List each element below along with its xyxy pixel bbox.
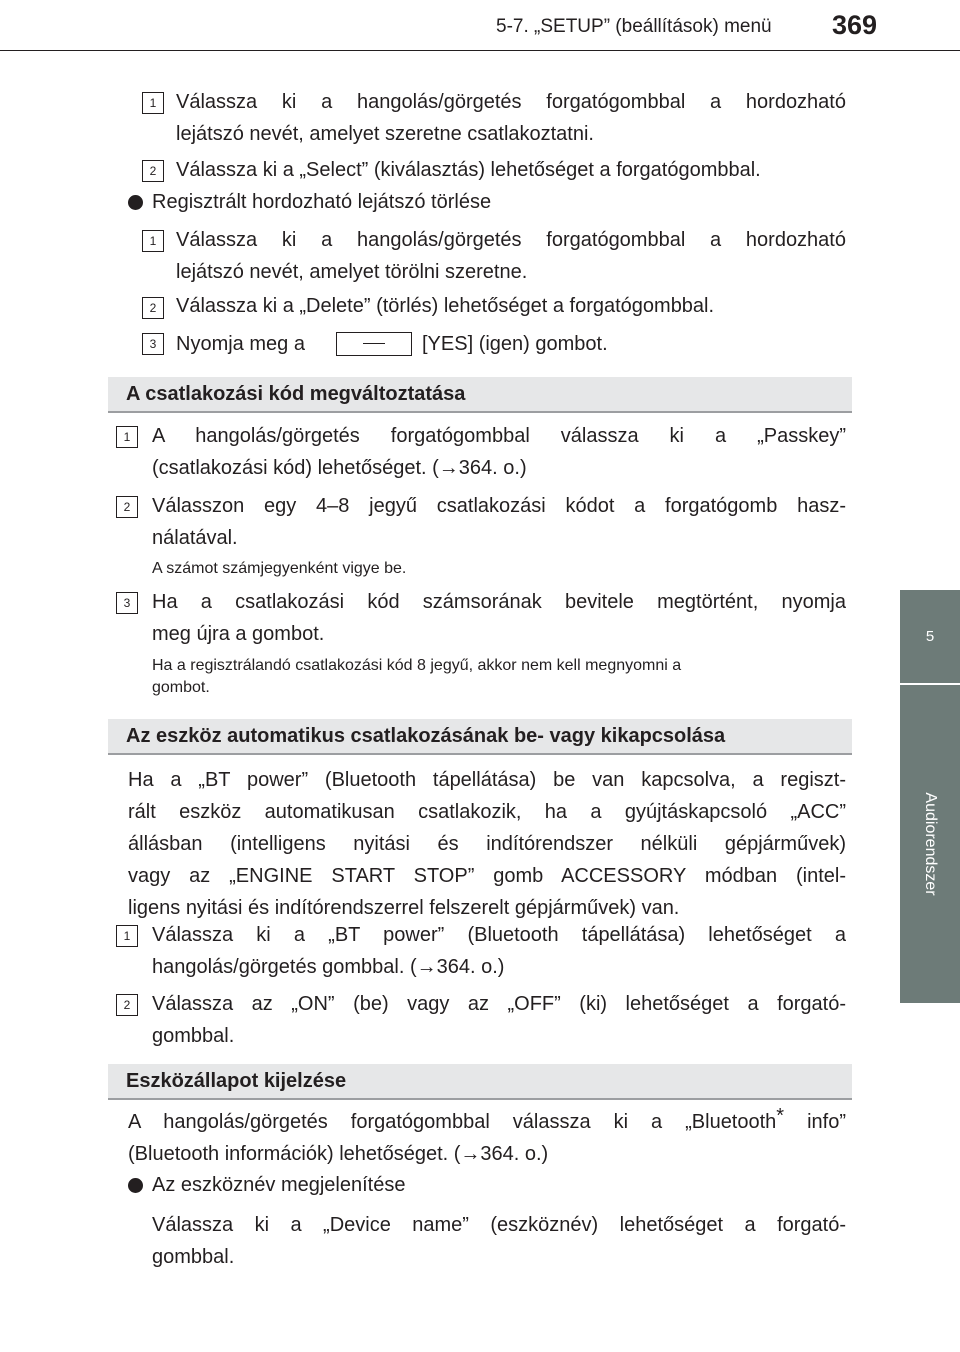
step-text: Válassza az „ON” (be) vagy az „OFF” (ki) lehetőséget a forgató- gombbal. bbox=[152, 993, 846, 1047]
note-text: Ha a regisztrálandó csatlakozási kód 8 jegyű, akkor nem kell megnyomni a gombot. bbox=[152, 657, 682, 696]
bullet-icon bbox=[128, 1178, 143, 1193]
section-heading-text: Eszközállapot kijelzése bbox=[126, 1070, 347, 1092]
step-text: Válassza ki a „BT power” (Bluetooth tápellátása) lehetőséget a hangolás/görgetés gombbal. (→364. o.) bbox=[152, 924, 846, 978]
step-badge: 1 bbox=[142, 230, 164, 252]
step-badge: 2 bbox=[116, 994, 138, 1016]
step-badge: 1 bbox=[116, 925, 138, 947]
header-rule bbox=[0, 50, 960, 51]
step-badge: 3 bbox=[142, 333, 164, 355]
chapter-tab-label: Audiorendszer bbox=[922, 792, 939, 896]
bullet-text: Válassza ki a „Device name” (eszköznév) lehetőséget a forgató- gombbal. bbox=[152, 1214, 846, 1268]
chapter-tab bbox=[900, 685, 960, 1003]
page-number: 369 bbox=[832, 10, 878, 40]
step-badge: 2 bbox=[142, 160, 164, 182]
step-text: Válassza ki a hangolás/görgetés forgatógombbal a hordozható lejátszó nevét, amelyet szeretne csatlakoztatni. bbox=[176, 91, 846, 145]
step-badge: 1 bbox=[116, 426, 138, 448]
section-title: 5-7. „SETUP” (beállítások) menü bbox=[496, 16, 772, 37]
step-badge: 2 bbox=[116, 496, 138, 518]
step-text: A hangolás/görgetés forgatógombbal válassza ki a „Passkey” (csatlakozási kód) lehetőséget. (→364. o.) bbox=[152, 425, 846, 479]
step-badge: 2 bbox=[142, 297, 164, 319]
section-heading bbox=[108, 377, 852, 413]
step-badge: 3 bbox=[116, 592, 138, 614]
key-symbol bbox=[336, 332, 412, 356]
paragraph: A hangolás/görgetés forgatógombbal válassza ki a „Bluetooth* info” (Bluetooth információk) lehetőséget. (→364. o.) bbox=[128, 1105, 846, 1165]
note-text: A számot számjegyenként vigye be. bbox=[152, 560, 407, 577]
section-heading-text: A csatlakozási kód megváltoztatása bbox=[126, 383, 466, 405]
step-text: Ha a csatlakozási kód számsorának bevitele megtörtént, nyomja meg újra a gombot. bbox=[152, 591, 846, 645]
section-heading bbox=[108, 719, 852, 755]
step-text: Nyomja meg a bbox=[176, 333, 305, 355]
section-heading-text: Az eszköz automatikus csatlakozásának be- vagy kikapcsolása bbox=[126, 725, 726, 747]
bullet-icon bbox=[128, 195, 143, 210]
paragraph: Ha a „BT power” (Bluetooth tápellátása) be van kapcsolva, a regiszt- rált eszköz automatikusan csatlakozik, ha a gyújtáskapcsoló „ACC” állásban (intelligens nyitási és indítórendszer nélküli gépjárművek) vagy az „ENGINE START STOP” gomb ACCESSORY módban (intel- ligens nyitási és indítórendszerrel felszerelt gépjárművek) van. bbox=[128, 769, 846, 919]
step-text: Válasszon egy 4–8 jegyű csatlakozási kódot a forgatógomb hasz- nálatával. bbox=[152, 495, 846, 549]
step-text: Válassza ki a hangolás/görgetés forgatógombbal a hordozható lejátszó nevét, amelyet törölni szeretne. bbox=[176, 229, 846, 283]
step-text: Válassza ki a „Delete” (törlés) lehetőséget a forgatógombbal. bbox=[176, 295, 715, 317]
step-text: Válassza ki a „Select” (kiválasztás) lehetőséget a forgatógombbal. bbox=[176, 159, 761, 181]
bullet-heading: Az eszköznév megjelenítése bbox=[152, 1174, 406, 1196]
bullet-heading: Regisztrált hordozható lejátszó törlése bbox=[152, 191, 492, 213]
chapter-tab-number: 5 bbox=[900, 590, 960, 683]
step-text: [YES] (igen) gombot. bbox=[422, 333, 608, 355]
section-heading bbox=[108, 1064, 852, 1100]
step-badge: 1 bbox=[142, 92, 164, 114]
